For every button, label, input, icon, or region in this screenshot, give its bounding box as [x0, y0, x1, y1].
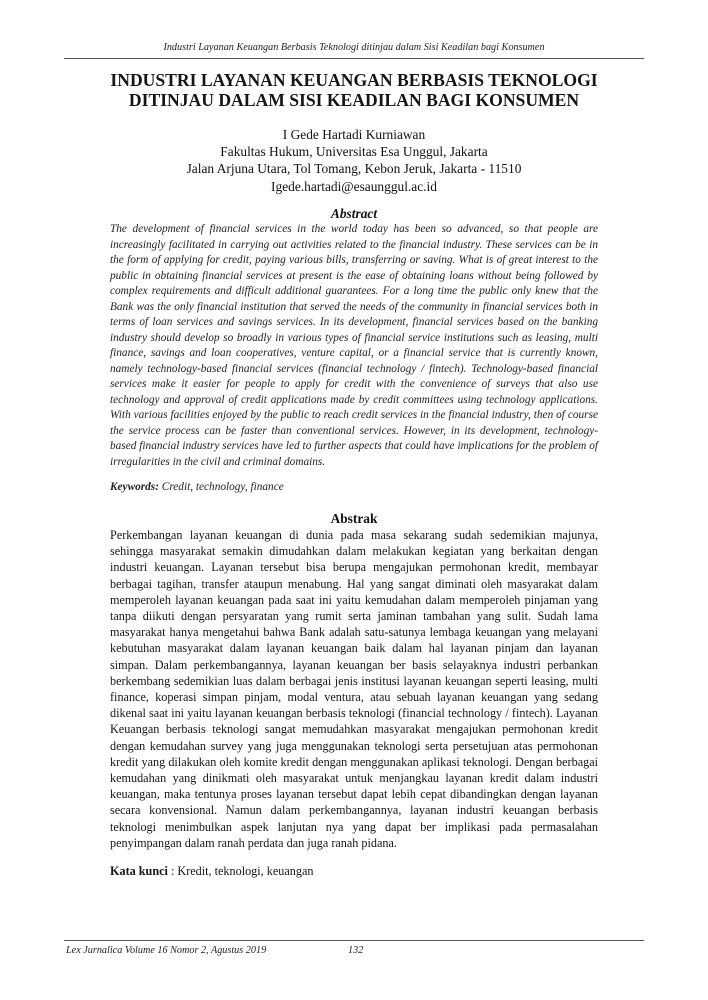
abstract-body: The development of financial services in the world today has been so advanced, so that people are increasingly facilitated in carrying out activities related to the financial industry. These services can be in the form of applying for credit, paying various bills, transferring or saving. What is of great interest to the public in obtaining financial services at present is the ease of obtaining loans without being followed by complex requirements and difficult additional guarantees. For a long time the public only knew that the Bank was the only financial institution that served the needs of the community in financial services both in terms of loan services and savings services. In its development, financial services based on the banking industry should develop so broadly in various types of financial service institutions such as leasing, multi finance, savings and loan cooperatives, venture capital, or a financial service that is currently known, namely technology-based financial services (financial technology / fintech). Technology-based financial services make it easier for people to apply for credit with the convenience of surveys that also use technology and approval of credit applications made by credit committees using technology applications. With various facilities enjoyed by the public to reach credit services in the financial industry, then of course the service process can be faster than conventional services. However, in its development, technology-based financial industry services have led to further aspects that could have implications for the problem of irregularities in the civil and criminal domains.: [110, 223, 598, 468]
title-line-1: INDUSTRI LAYANAN KEUANGAN BERBASIS TEKNOLOGI: [110, 70, 598, 90]
header-divider: [64, 58, 644, 59]
author-block: [60, 126, 648, 195]
kata-kunci-values: : Kredit, teknologi, keuangan: [170, 864, 314, 878]
running-header: Industri Layanan Keuangan Berbasis Teknologi ditinjau dalam Sisi Keadilan bagi Konsumen: [163, 42, 545, 53]
page-number: 132: [348, 945, 364, 956]
keywords-label: Keywords:: [110, 481, 159, 493]
author-name: I Gede Hartadi Kurniawan: [282, 127, 426, 142]
abstrak-heading: Abstrak: [330, 511, 378, 526]
abstract-heading: Abstract: [330, 206, 378, 221]
abstrak-body: Perkembangan layanan keuangan di dunia pada masa sekarang sudah sedemikian majunya, sehingga masyarakat semakin dimudahkan dalam melakukan kegiatan yang berkaitan dengan industri keuangan. Layanan tersebut bisa berupa mengajukan permohonan kredit, membayar berbagai tagihan, transfer ataupun menabung. Hal yang sangat diminati oleh masyarakat dalam memperoleh layanan keuangan pada saat ini yaitu kemudahan dalam memperoleh pinjaman yang tanpa diikuti dengan persyaratan yang rumit serta jaminan tambahan yang sulit. Sudah lama masyarakat hanya mengetahui bahwa Bank adalah satu-satunya lembaga keuangan yang melayani kebutuhan masyarakat dalam layanan keuangan baik dalam hal layanan pinjam dan layanan simpan. Dalam perkembangannya, layanan keuangan ber basis selayaknya industri perbankan berkembang sedemikian luas dalam berbagai jenis institusi layanan keuangan seperti leasing, multi finance, koperasi simpan pinjam, modal ventura, atau sebuah layanan keuangan yang sedang dikenal saat ini yaitu layanan keuangan berbasis teknologi (financial technology / fintech). Layanan Keuangan berbasis teknologi sangat memudahkan masyarakat mengajukan permohonan kredit dengan kemudahan survey yang juga menggunakan teknologi serta persetujuan atas permohonan kredit yang dilakukan oleh komite kredit dengan menggunakan aplikasi teknologi. Dengan berbagai kemudahan yang dinikmati oleh masyarakat untuk menjangkau layanan kredit dalam industri keuangan, maka tentunya proses layanan tersebut dapat lebih cepat dibandingkan dengan layanan secara konvensional. Namun dalam perkembangannya, layanan industri keuangan berbasis teknologi menimbulkan aspek lanjutan nya yang dapat ber implikasi pada permasalahan penyimpangan dalam ranah perdata dan juga ranah pidana.: [110, 528, 598, 850]
keywords-values: Credit, technology, finance: [161, 481, 284, 493]
kata-kunci-line: [110, 864, 598, 879]
journal-footer: Lex Jurnalica Volume 16 Nomor 2, Agustus 2019: [66, 945, 267, 956]
author-address: Jalan Arjuna Utara, Tol Tomang, Kebon Jeruk, Jakarta - 11510: [186, 161, 522, 177]
paper-title: [60, 70, 648, 110]
kata-kunci-label: Kata kunci: [110, 864, 168, 878]
title-line-2: DITINJAU DALAM SISI KEADILAN BAGI KONSUMEN: [128, 90, 580, 110]
keywords-line: [110, 481, 598, 493]
author-email: Igede.hartadi@esaunggul.ac.id: [271, 178, 437, 194]
author-affiliation: Fakultas Hukum, Universitas Esa Unggul, Jakarta: [220, 144, 488, 160]
footer-divider: [64, 940, 644, 941]
